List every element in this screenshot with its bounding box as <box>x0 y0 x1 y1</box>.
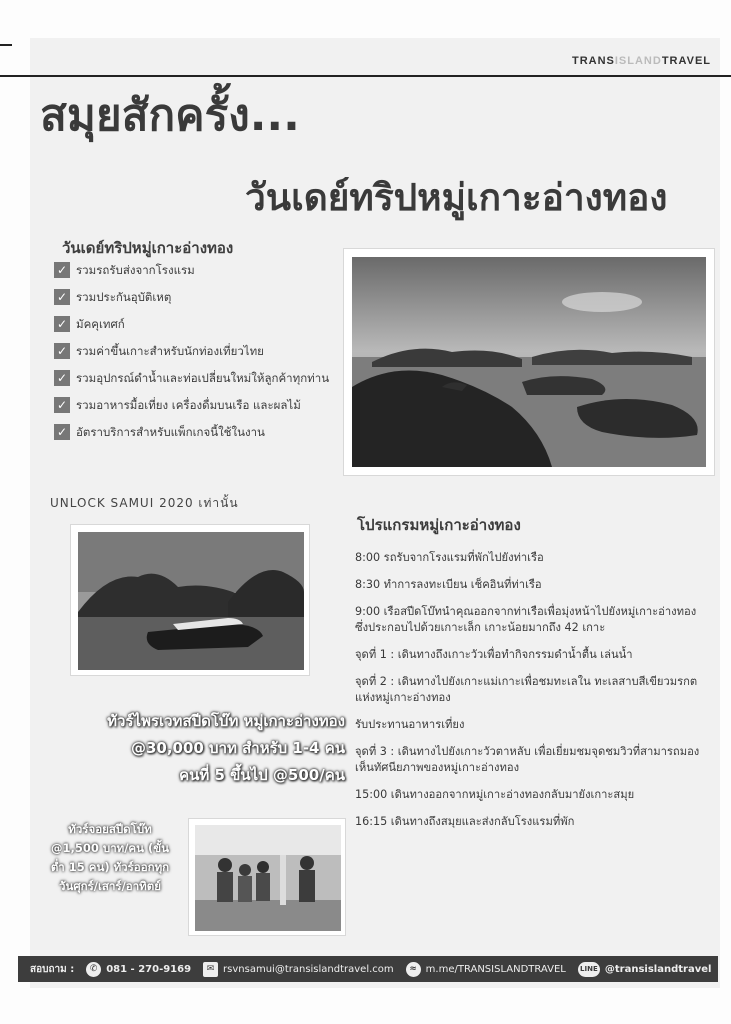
brand-part-3: TRAVEL <box>661 55 711 67</box>
checkbox-icon: ✓ <box>54 343 70 359</box>
included-item <box>54 397 344 413</box>
schedule-row: 9:00 เรือสปีดโบ๊ทนำคุณออกจากท่าเรือเพื่อมุ่งหน้าไปยังหมู่เกาะอ่างทอง ซึ่งประกอบไปด้วยเกาะเล็ก เกาะน้อยมากถึง 42 เกาะ <box>355 605 697 634</box>
schedule-row: 16:15 เดินทางถึงสมุยและส่งกลับโรงแรมที่พัก <box>355 815 575 828</box>
contact-footer <box>18 956 718 982</box>
checkbox-icon: ✓ <box>54 316 70 332</box>
line-id: @transislandtravel <box>604 963 712 975</box>
passengers-photo <box>188 818 346 936</box>
included-item <box>54 370 344 386</box>
included-item <box>54 316 344 332</box>
brand-logo <box>572 55 711 67</box>
schedule-row: รับประทานอาหารเที่ยง <box>355 718 465 731</box>
program-title: โปรแกรมหมู่เกาะอ่างทอง <box>357 516 521 534</box>
header-rule <box>0 75 731 77</box>
included-item-text: รวมอุปกรณ์ดำน้ำและท่อเปลี่ยนใหม่ให้ลูกค้าทุกท่าน <box>76 371 330 385</box>
email-address: rsvnsamui@transislandtravel.com <box>223 963 394 975</box>
passengers-image <box>195 825 341 931</box>
phone-number: 081 - 270-9169 <box>106 963 192 975</box>
line-icon: LINE <box>578 962 600 977</box>
promo-extra: คนที่ 5 ขึ้นไป @500/คน <box>179 766 345 784</box>
sub-title: วันเดย์ทริปหมู่เกาะอ่างทอง <box>245 176 668 219</box>
promo2-line: ต่ำ 15 คน) ทัวร์ออกทุก <box>50 860 170 874</box>
promo2-line: ทัวร์จอยสปีดโบ๊ท <box>68 822 152 836</box>
brand-part-1: TRANS <box>571 55 615 67</box>
promo-line: ทัวร์ไพรเวทสปีดโบ๊ท หมู่เกาะอ่างทอง <box>107 712 345 730</box>
schedule-row: 15:00 เดินทางออกจากหมู่เกาะอ่างทองกลับมายังเกาะสมุย <box>355 788 635 801</box>
schedule-row: จุดที่ 3 : เดินทางไปยังเกาะวัวตาหลับ เพื่อเยี่ยมชมจุดชมวิวที่สามารถมองเห็นทัศนียภาพของหมู่เกาะอ่างทอง <box>355 745 700 774</box>
islands-image <box>352 257 706 467</box>
program-schedule <box>355 550 705 841</box>
private-tour-promo <box>55 708 345 789</box>
contact-label: สอบถาม : <box>30 963 75 975</box>
included-item-text: รวมอาหารมื้อเที่ยง เครื่องดื่มบนเรือ และผลไม้ <box>76 398 301 412</box>
promo-price: @30,000 บาท สำหรับ 1-4 คน <box>130 739 345 757</box>
messenger-icon: ≈ <box>406 962 421 977</box>
checkbox-icon: ✓ <box>54 289 70 305</box>
checkbox-icon: ✓ <box>54 424 70 440</box>
included-item-text: รวมประกันอุบัติเหตุ <box>76 290 172 304</box>
included-item-text: รวมค่าขึ้นเกาะสำหรับนักท่องเที่ยวไทย <box>76 344 264 358</box>
included-item-text: มัคคุเทศก์ <box>76 317 125 331</box>
included-item-text: อัตราบริการสำหรับแพ็กเกจนี้ใช้ในงาน <box>76 425 265 439</box>
promo2-line: @1,500 บาท/คน (ขั้น <box>51 841 169 855</box>
join-tour-promo <box>40 820 180 896</box>
speedboat-image <box>78 532 304 670</box>
schedule-row: 8:30 ทำการลงทะเบียน เช็คอินที่ท่าเรือ <box>355 578 542 591</box>
messenger-link: m.me/TRANSISLANDTRAVEL <box>425 963 566 975</box>
included-item <box>54 289 344 305</box>
checkbox-icon: ✓ <box>54 397 70 413</box>
checkbox-icon: ✓ <box>54 370 70 386</box>
phone-icon: ✆ <box>86 962 101 977</box>
messenger-item[interactable] <box>406 962 566 977</box>
checkbox-icon: ✓ <box>54 262 70 278</box>
included-list <box>54 262 344 451</box>
schedule-row: จุดที่ 2 : เดินทางไปยังเกาะแม่เกาะเพื่อชมทะเลใน ทะเลสาบสีเขียวมรกต แห่งหมู่เกาะอ่างทอง <box>355 675 698 704</box>
email-item[interactable] <box>203 962 394 977</box>
binder-mark <box>0 44 12 46</box>
schedule-row: 8:00 รถรับจากโรงแรมที่พักไปยังท่าเรือ <box>355 551 544 564</box>
included-item-text: รวมรถรับส่งจากโรงแรม <box>76 263 195 277</box>
phone-item[interactable] <box>86 962 191 977</box>
schedule-row: จุดที่ 1 : เดินทางถึงเกาะวัวเพื่อทำกิจกรรมดำน้ำตื้น เล่นน้ำ <box>355 648 633 661</box>
mail-icon: ✉ <box>203 962 218 977</box>
speedboat-photo <box>70 524 310 676</box>
main-title: สมุยสักครั้ง... <box>40 90 300 141</box>
contact-label-item <box>30 962 74 977</box>
promo2-line: วันศุกร์/เสาร์/อาทิตย์ <box>59 879 161 893</box>
included-item <box>54 343 344 359</box>
included-title: วันเดย์ทริปหมู่เกาะอ่างทอง <box>62 239 234 257</box>
islands-photo <box>343 248 715 476</box>
line-item[interactable] <box>578 962 712 977</box>
included-item <box>54 262 344 278</box>
brand-part-2: ISLAND <box>614 55 662 67</box>
included-item <box>54 424 344 440</box>
unlock-note: UNLOCK SAMUI 2020 เท่านั้น <box>50 496 239 510</box>
